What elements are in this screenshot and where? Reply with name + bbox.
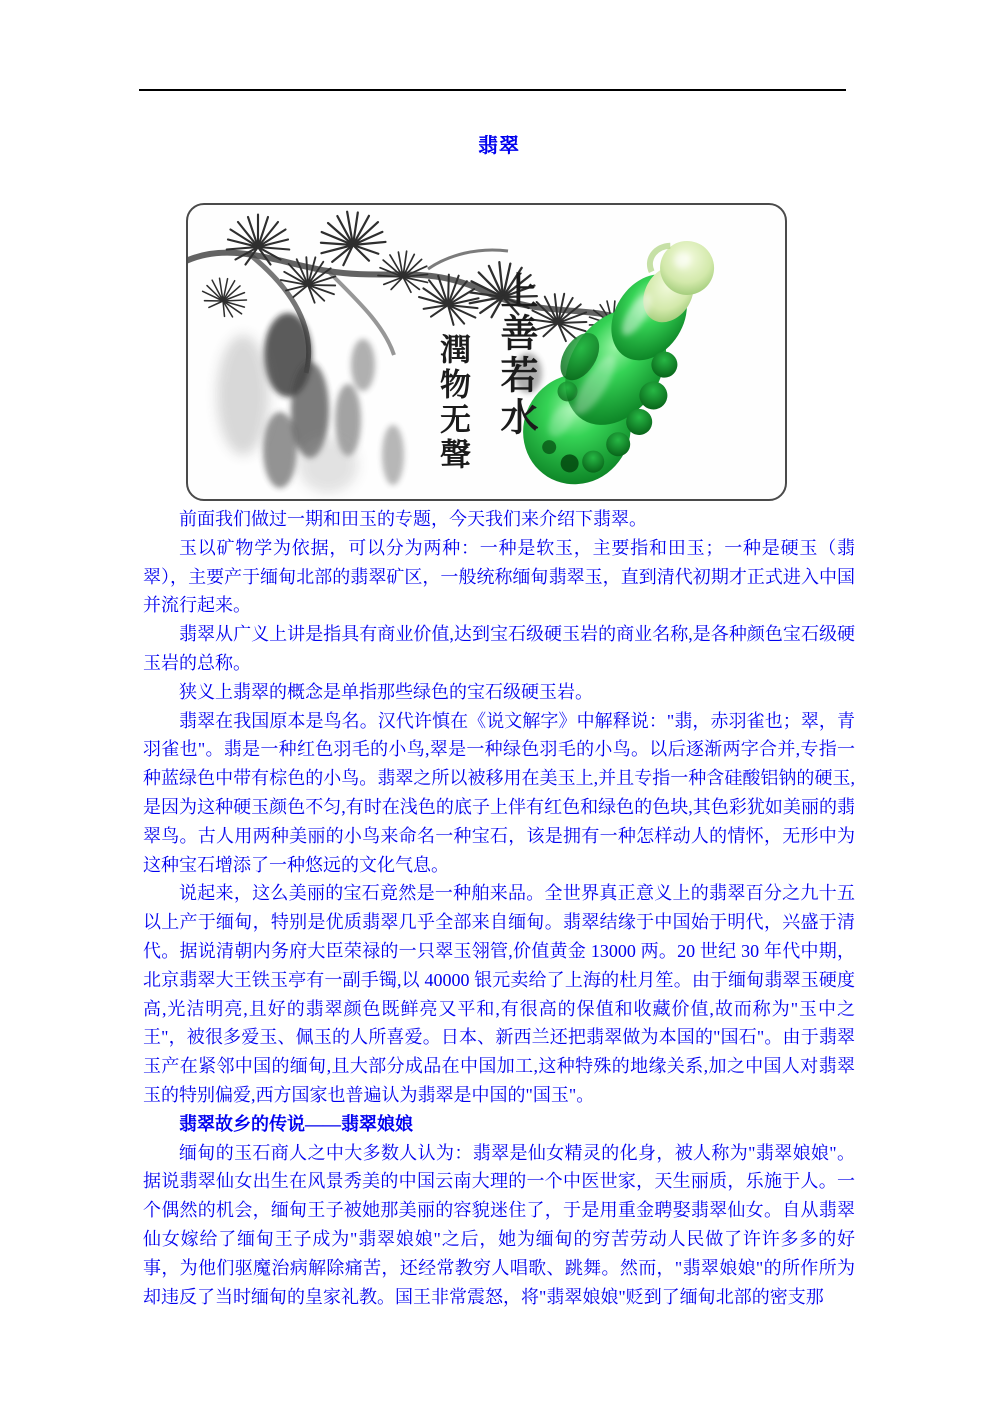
calligraphy-right-column: 上善若水 [494,271,536,439]
paragraph: 翡翠在我国原本是鸟名。汉代许慎在《说文解字》中解释说："翡，赤羽雀也；翠，青羽雀也"。翡是一种红色羽毛的小鸟,翠是一种绿色羽毛的小鸟。以后逐渐两字合并,专指一种蓝绿色中带有棕色的小鸟。翡翠之所以被移用在美玉上,并且专指一种含硅酸铝钠的硬玉,是因为这种硬玉颜色不匀,有时在浅色的底子上伴有红色和绿色的色块,其色彩犹如美丽的翡翠鸟。古人用两种美丽的小鸟来命名一种宝石，该是拥有一种怎样动人的情怀，无形中为这种宝石增添了一种悠远的文化气息。 [143,710,855,875]
header-rule [139,89,846,91]
article-body [143,505,855,1311]
calligraphy-left-column: 潤物无聲 [435,333,470,473]
section-heading: 翡翠故乡的传说——翡翠娘娘 [179,1113,413,1134]
paragraph: 玉以矿物学为依据，可以分为两种：一种是软玉，主要指和田玉；一种是硬玉（翡翠），主要产于缅甸北部的翡翠矿区，一般统称缅甸翡翠玉，直到清代初期才正式进入中国并流行起来。 [143,537,855,616]
jade-pendant-illustration [502,213,747,499]
hero-figure [186,203,787,501]
paragraph: 翡翠从广义上讲是指具有商业价值,达到宝石级硬玉岩的商业名称,是各种颜色宝石级硬玉岩的总称。 [143,624,855,673]
page-title: 翡翠 [478,135,520,157]
paragraph: 缅甸的玉石商人之中大多数人认为：翡翠是仙女精灵的化身，被人称为"翡翠娘娘"。据说翡翠仙女出生在风景秀美的中国云南大理的一个中医世家，天生丽质，乐施于人。一个偶然的机会，缅甸王子被她那美丽的容貌迷住了，于是用重金聘娶翡翠仙女。自从翡翠仙女嫁给了缅甸王子成为"翡翠娘娘"之后，她为缅甸的穷苦劳动人民做了许许多多的好事，为他们驱魔治病解除痛苦，还经常教穷人唱歌、跳舞。然而，"翡翠娘娘"的所作所为却违反了当时缅甸的皇家礼教。国王非常震怒，将"翡翠娘娘"贬到了缅甸北部的密支那 [143,1142,855,1307]
ink-painting-and-jade-illustration [188,205,785,499]
paragraph: 前面我们做过一期和田玉的专题，今天我们来介绍下翡翠。 [179,509,647,529]
paragraph: 说起来，这么美丽的宝石竟然是一种舶来品。全世界真正意义上的翡翠百分之九十五以上产于缅甸，特别是优质翡翠几乎全部来自缅甸。翡翠结缘于中国始于明代，兴盛于清代。据说清朝内务府大臣荣禄的一只翠玉翎管,价值黄金 13000 两。20 世纪 30 年代中期，北京翡翠大王铁玉亭有一副手镯,以 40000 银元卖给了上海的杜月笙。由于缅甸翡翠玉硬度高,光洁明亮,且好的翡翠颜色既鲜亮又平和,有很高的保值和收藏价值,故而称为"玉中之王"，被很多爱玉、佩玉的人所喜爱。日本、新西兰还把翡翠做为本国的"国石"。由于翡翠玉产在紧邻中国的缅甸,且大部分成品在中国加工,这种特殊的地缘关系,加之中国人对翡翠玉的特别偏爱,西方国家也普遍认为翡翠是中国的"国玉"。 [143,883,855,1105]
paragraph: 狭义上翡翠的概念是单指那些绿色的宝石级硬玉岩。 [179,681,593,702]
